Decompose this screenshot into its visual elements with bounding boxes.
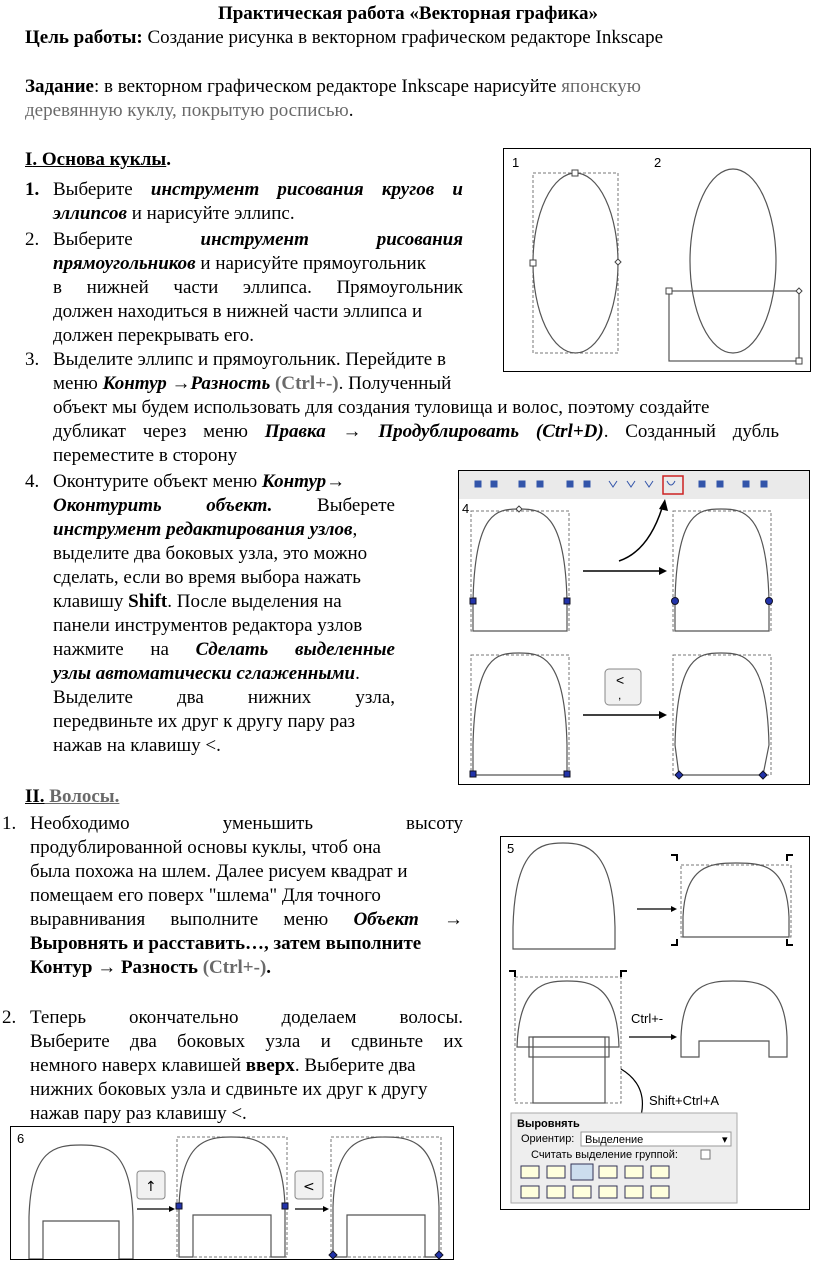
figure-node-editing bbox=[458, 470, 810, 785]
step4-line8 bbox=[53, 638, 395, 662]
step4-l8a: нажмите на bbox=[53, 639, 196, 660]
shape5-hair-result bbox=[681, 981, 787, 1057]
hair1-l7a: Контур bbox=[30, 957, 98, 978]
step3-l2a: меню bbox=[53, 373, 103, 394]
step4-line5: сделать, если во время выбора нажать bbox=[53, 567, 361, 588]
align-orient-chevron-down-icon: ▾ bbox=[722, 1134, 728, 1146]
task-label: Задание bbox=[25, 76, 94, 97]
figure-ellipse-rect bbox=[503, 148, 811, 372]
step2-num: 2. bbox=[25, 229, 40, 250]
align-btn-12[interactable] bbox=[651, 1186, 669, 1198]
step4-line6 bbox=[53, 590, 342, 614]
align-btn-7[interactable] bbox=[521, 1186, 539, 1198]
arrow-5a-head bbox=[671, 906, 677, 912]
task-line-1 bbox=[25, 75, 641, 99]
align-group-checkbox[interactable] bbox=[701, 1150, 710, 1159]
hair2-num: 2. bbox=[2, 1007, 17, 1028]
shape4d-node-right bbox=[759, 771, 767, 779]
figure-hair-final-canvas bbox=[11, 1127, 453, 1259]
step2-line1 bbox=[53, 228, 463, 252]
step2-c: прямоугольников bbox=[53, 253, 196, 274]
step3-l2c: Разность bbox=[190, 373, 271, 394]
shape6-c-node-right bbox=[435, 1251, 443, 1259]
toolbar-icon-1[interactable] bbox=[475, 481, 481, 487]
step3-l4d: . Созданный дубль bbox=[603, 421, 780, 442]
arrow-5b-head bbox=[671, 1034, 677, 1040]
step4-l9a: узлы автоматически сглаженными bbox=[53, 663, 356, 684]
step4-l6a: клавишу bbox=[53, 591, 129, 612]
step4-num: 4. bbox=[25, 471, 40, 492]
align-panel-title: Выровнять bbox=[517, 1118, 580, 1130]
toolbar-icon-12[interactable] bbox=[717, 481, 723, 487]
step4-l3b: , bbox=[352, 519, 358, 540]
step4-line1 bbox=[53, 470, 345, 494]
fig1-label: 1 bbox=[512, 155, 520, 170]
step1-b: инструмент рисования кругов и bbox=[150, 179, 463, 200]
fig6-label: 6 bbox=[17, 1131, 25, 1146]
shape6-b-node-right bbox=[282, 1203, 288, 1209]
task-grey-a: японскую bbox=[561, 76, 641, 97]
step4-line3 bbox=[53, 518, 357, 542]
section2-heading bbox=[25, 785, 119, 809]
step1-num: 1. bbox=[25, 179, 40, 200]
align-btn-6[interactable] bbox=[651, 1166, 669, 1178]
hair1-l7d: (Ctrl+-) bbox=[202, 957, 267, 978]
hair1-line5 bbox=[30, 908, 463, 932]
hair1-l7e: . bbox=[266, 957, 272, 978]
step3-l2d: (Ctrl+-) bbox=[270, 373, 339, 394]
step3-line3: объект мы будем использовать для создания туловища и волос, поэтому создайте bbox=[53, 397, 710, 418]
figure-ellipse-rect-canvas bbox=[504, 149, 810, 371]
hair1-l5b: Объект bbox=[353, 909, 419, 930]
toolbar-icon-5[interactable] bbox=[567, 481, 573, 487]
step4-l2a: Оконтурить объект. bbox=[53, 495, 273, 516]
toolbar-icon-14[interactable] bbox=[761, 481, 767, 487]
task-dot: . bbox=[348, 100, 354, 121]
step3-l4c: Продублировать (Ctrl+D) bbox=[378, 421, 604, 442]
step1-a: Выберите bbox=[53, 179, 151, 200]
shape4d bbox=[675, 653, 769, 775]
shape4c-node-left bbox=[470, 771, 476, 777]
shape6-c bbox=[333, 1137, 439, 1257]
goal-text: Создание рисунка в векторном графическом редакторе Inkscape bbox=[142, 27, 664, 48]
hair2-line2: Выберите два боковых узла и сдвиньте их bbox=[30, 1031, 463, 1052]
step3-num: 3. bbox=[25, 349, 40, 370]
shape4c bbox=[473, 653, 567, 775]
step1-line2 bbox=[53, 202, 295, 226]
handle-5-bl bbox=[671, 939, 677, 945]
arrow-to-toolbar bbox=[619, 505, 663, 561]
align-btn-9[interactable] bbox=[573, 1186, 591, 1198]
toolbar-icon-11[interactable] bbox=[699, 481, 705, 487]
align-btn-8[interactable] bbox=[547, 1186, 565, 1198]
handle-5b-tl bbox=[509, 971, 515, 977]
step4-line7: панели инструментов редактора узлов bbox=[53, 615, 363, 636]
hair1-num: 1. bbox=[2, 813, 17, 834]
align-btn-11[interactable] bbox=[625, 1186, 643, 1198]
step2-line2 bbox=[53, 252, 426, 276]
step3-l4b: Правка bbox=[264, 421, 326, 442]
rectangle2 bbox=[669, 291, 799, 361]
step3-line5: переместите в сторону bbox=[53, 445, 238, 466]
handle-5-tl bbox=[671, 855, 677, 861]
arrow-to-toolbar-head bbox=[659, 499, 668, 511]
shape4d-node-left bbox=[675, 771, 683, 779]
hair1-line2: продублированной основы куклы, чтоб она bbox=[30, 837, 381, 858]
hair1-line1: Необходимо уменьшить высоту bbox=[30, 813, 463, 834]
step3-arrow2: → bbox=[342, 421, 362, 442]
shape4b-node-right bbox=[766, 598, 773, 605]
step4-l3a: инструмент редактирования узлов bbox=[53, 519, 353, 540]
task-text: : в векторном графическом редакторе Inkscape нарисуйте bbox=[93, 76, 562, 97]
hair1-arrow1: → bbox=[444, 909, 464, 930]
hair2-line3 bbox=[30, 1054, 416, 1078]
section1-num: I bbox=[25, 149, 33, 170]
rect2-handle-tl bbox=[666, 288, 672, 294]
key-lt-6-symbol: < bbox=[303, 1179, 315, 1195]
shape4c-node-right bbox=[564, 771, 570, 777]
step4-line12: нажав на клавишу <. bbox=[53, 735, 221, 756]
step4-line2 bbox=[53, 494, 395, 518]
handle-5-tr bbox=[787, 855, 793, 861]
helmet-bbox bbox=[681, 865, 791, 937]
shape4d-bbox bbox=[673, 655, 771, 775]
align-btn-10[interactable] bbox=[599, 1186, 617, 1198]
fig5-label: 5 bbox=[507, 841, 515, 856]
shape4a-bbox bbox=[471, 511, 569, 631]
arrow-4a-head bbox=[659, 567, 667, 575]
hair1-l5a: выравнивания выполните меню bbox=[30, 909, 354, 930]
section1-heading bbox=[25, 148, 171, 172]
hair1-line7 bbox=[30, 956, 271, 980]
step1-line1 bbox=[53, 178, 463, 202]
hair2-l3a: немного наверх клавишей bbox=[30, 1055, 246, 1076]
align-btn-1[interactable] bbox=[521, 1166, 539, 1178]
shape4c-bbox bbox=[471, 655, 569, 775]
hair2-line1: Теперь окончательно доделаем волосы. bbox=[30, 1007, 463, 1028]
shape6-b-node-left bbox=[176, 1203, 182, 1209]
step4-l6b: Shift bbox=[128, 591, 168, 612]
key-up-symbol: ↑ bbox=[145, 1179, 157, 1195]
step4-line11: передвиньте их друг к другу пару раз bbox=[53, 711, 356, 732]
ellipse1-handle-right bbox=[615, 259, 621, 265]
ctrl-minus-label: Ctrl+- bbox=[631, 1011, 664, 1026]
arrow-4b-head bbox=[659, 711, 667, 719]
step4-l2b: Выберете bbox=[317, 495, 395, 516]
step2-line4: должен находиться в нижней части эллипса и bbox=[53, 301, 423, 322]
shape4a-node-right bbox=[564, 598, 570, 604]
section1-dot: . bbox=[166, 149, 171, 170]
ellipse1-handle-top bbox=[572, 170, 578, 176]
step3-l2e: . Полученный bbox=[338, 373, 452, 394]
align-btn-5[interactable] bbox=[625, 1166, 643, 1178]
step4-l1a: Оконтурите объект меню bbox=[53, 471, 262, 492]
step3-line2 bbox=[53, 372, 451, 396]
toolbar-icon-2[interactable] bbox=[491, 481, 497, 487]
task-line-2 bbox=[25, 99, 354, 123]
toolbar-icon-3[interactable] bbox=[519, 481, 525, 487]
shape4b-node-left bbox=[672, 598, 679, 605]
hair1-line3: была похожа на шлем. Далее рисуем квадрат и bbox=[30, 861, 408, 882]
step1-c: эллипсов bbox=[53, 203, 127, 224]
step2-b2: рисования bbox=[376, 229, 464, 250]
figure-hair-difference-canvas bbox=[501, 837, 809, 1209]
figure-node-editing-canvas bbox=[459, 471, 809, 784]
section2-num: II. bbox=[25, 786, 45, 807]
toolbar-icon-6[interactable] bbox=[584, 481, 590, 487]
shape6-b bbox=[179, 1137, 285, 1257]
step4-line4: выделите два боковых узла, это можно bbox=[53, 543, 368, 564]
node-toolbar bbox=[459, 471, 809, 499]
goal-line bbox=[25, 26, 663, 50]
figure-hair-difference bbox=[500, 836, 810, 1210]
step2-b1: инструмент bbox=[200, 229, 309, 250]
shape4a bbox=[473, 509, 567, 631]
shape4a-node-left bbox=[470, 598, 476, 604]
key-lt-symbol: < bbox=[616, 672, 625, 688]
handle-5-br bbox=[787, 939, 793, 945]
step2-line3: в нижней части эллипса. Прямоугольник bbox=[53, 277, 463, 298]
hair2-l3b: вверх bbox=[245, 1055, 295, 1076]
step3-line4 bbox=[53, 420, 779, 444]
key-comma-symbol: , bbox=[618, 688, 622, 702]
section2-title: Волосы. bbox=[44, 786, 120, 807]
step4-line9 bbox=[53, 662, 360, 686]
step2-line5: должен перекрывать его. bbox=[53, 325, 255, 346]
ellipse1 bbox=[533, 173, 618, 353]
handle-5b-tr bbox=[621, 971, 627, 977]
shape6-c-node-left bbox=[329, 1251, 337, 1259]
shape4b bbox=[675, 509, 769, 631]
shift-ctrl-a-label: Shift+Ctrl+A bbox=[649, 1093, 720, 1108]
shape5-original bbox=[513, 843, 615, 949]
section1-title: . Основа куклы bbox=[32, 149, 167, 170]
arrow-6a-head bbox=[169, 1206, 175, 1212]
step3-l4a: дубликат через меню bbox=[53, 421, 265, 442]
align-orient-label: Ориентир: bbox=[521, 1133, 575, 1145]
ellipse2 bbox=[690, 169, 776, 353]
step4-l8b: Сделать выделенные bbox=[195, 639, 395, 660]
step2-d: и нарисуйте прямоугольник bbox=[195, 253, 426, 274]
hair2-l3c: . Выберите два bbox=[294, 1055, 416, 1076]
step2-a: Выберите bbox=[53, 229, 133, 250]
step3-arrow: → bbox=[171, 373, 191, 394]
step4-l6c: . После выделения на bbox=[167, 591, 342, 612]
arrow-6b-head bbox=[323, 1206, 329, 1212]
figure-hair-final bbox=[10, 1126, 454, 1260]
hair2-line5: нажав пару раз клавишу <. bbox=[30, 1103, 247, 1124]
page-title: Практическая работа «Векторная графика» bbox=[217, 3, 599, 24]
shape6-a bbox=[29, 1145, 133, 1259]
toolbar-icon-13[interactable] bbox=[743, 481, 749, 487]
fig2-label: 2 bbox=[654, 155, 662, 170]
fig4-label: 4 bbox=[462, 501, 470, 516]
align-group-label: Считать выделение группой: bbox=[531, 1149, 678, 1161]
hair1-l7b: → bbox=[97, 957, 117, 978]
task-grey-b: деревянную куклу, покрытую росписью bbox=[25, 100, 349, 121]
rect2-handle-br bbox=[796, 358, 802, 364]
align-orient-value: Выделение bbox=[585, 1134, 644, 1146]
align-btn-4[interactable] bbox=[599, 1166, 617, 1178]
hair2-line4: нижних боковых узла и сдвиньте их друг к другу bbox=[30, 1079, 428, 1100]
hair1-l7c: Разность bbox=[116, 957, 203, 978]
step1-d: и нарисуйте эллипс. bbox=[127, 203, 295, 224]
step3-line1: Выделите эллипс и прямоугольник. Перейдите в bbox=[53, 349, 446, 370]
step4-l9b: . bbox=[355, 663, 360, 684]
toolbar-icon-4[interactable] bbox=[537, 481, 543, 487]
step4-line10: Выделите два нижних узла, bbox=[53, 687, 395, 708]
align-btn-3[interactable] bbox=[571, 1164, 593, 1180]
step4-l1b: Контур→ bbox=[261, 471, 346, 492]
rect2-handle-tr bbox=[796, 288, 802, 294]
step3-l2b: Контур bbox=[102, 373, 167, 394]
ellipse1-handle-left bbox=[530, 260, 536, 266]
goal-label: Цель работы: bbox=[25, 27, 143, 48]
shape5-helmet bbox=[683, 863, 789, 937]
hair1-line4: помещаем его поверх "шлема" Для точного bbox=[30, 885, 381, 906]
align-btn-2[interactable] bbox=[547, 1166, 565, 1178]
shape4b-bbox bbox=[673, 511, 771, 631]
hair1-line6: Выровнять и расставить…, затем выполните bbox=[30, 933, 422, 954]
